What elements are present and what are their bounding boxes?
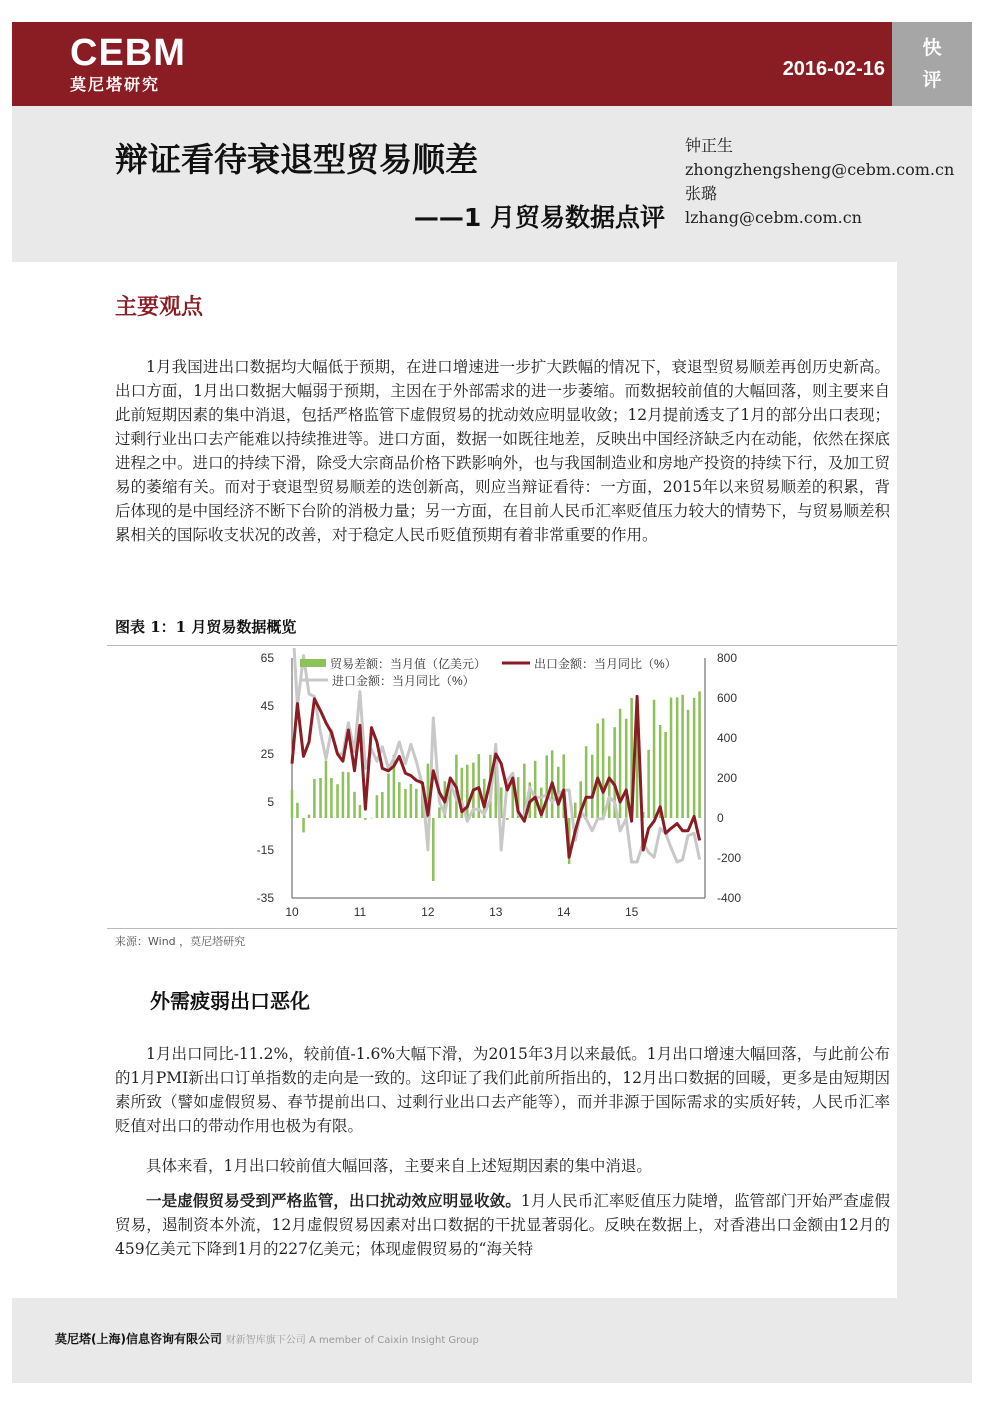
legend-label-export: 出口金额：当月同比（%）	[534, 657, 677, 671]
trade-balance-bar	[545, 755, 548, 818]
trade-balance-bar	[302, 818, 305, 832]
author-email[interactable]: lzhang@cebm.com.cn	[685, 208, 862, 227]
trade-balance-bar	[585, 746, 588, 818]
trade-balance-bar	[404, 789, 407, 818]
legend-label-import: 进口金额：当月同比（%）	[332, 674, 475, 688]
footer-affiliation: 财新智库旗下公司 A member of Caixin Insight Group	[225, 1335, 479, 1346]
trade-balance-bar	[308, 815, 311, 818]
trade-balance-bar	[410, 784, 413, 818]
legend-swatch-trade-balance	[300, 659, 326, 667]
trade-balance-bar	[653, 700, 656, 818]
trade-balance-bar	[602, 718, 605, 818]
trade-balance-bar	[364, 818, 367, 820]
trade-balance-bar	[376, 795, 379, 818]
section-title-exports: 外需疲弱出口恶化	[150, 989, 310, 1013]
trade-balance-bar	[432, 818, 435, 881]
trade-balance-bar	[687, 710, 690, 818]
trade-balance-bar	[438, 807, 441, 818]
author-list	[685, 134, 954, 230]
right-tick-label: -400	[717, 891, 742, 905]
figure-title: 图表 1：1 月贸易数据概览	[115, 618, 297, 636]
report-type-line2: 评	[922, 69, 942, 91]
figure-top-rule	[107, 645, 897, 646]
figure-bottom-rule	[107, 928, 897, 929]
right-margin-band	[897, 262, 972, 1302]
trade-balance-bar	[387, 774, 390, 818]
trade-balance-bar	[336, 784, 339, 818]
trade-balance-bar	[342, 772, 345, 818]
trade-balance-bar	[353, 792, 356, 818]
report-subtitle: ——1 月贸易数据点评	[413, 203, 665, 232]
author-name: 钟正生	[685, 136, 734, 155]
right-tick-label: 600	[717, 691, 738, 705]
trade-chart	[240, 648, 760, 926]
logo-sub-text: 莫尼塔研究	[70, 75, 161, 94]
right-tick-label: 800	[717, 651, 738, 665]
trade-balance-bar	[608, 756, 611, 818]
footer-company: 莫尼塔(上海)信息咨询有限公司	[55, 1332, 222, 1346]
left-tick-label: 25	[260, 747, 274, 761]
right-tick-label: 200	[717, 771, 738, 785]
trade-balance-bar	[296, 803, 299, 818]
left-tick-label: 45	[260, 699, 274, 713]
trade-balance-bar	[381, 792, 384, 818]
figure-source: 来源：Wind ，莫尼塔研究	[115, 935, 246, 948]
trade-balance-bar	[664, 732, 667, 818]
x-tick-label: 14	[557, 905, 571, 919]
x-tick-label: 11	[353, 905, 367, 919]
trade-balance-bar	[291, 790, 294, 818]
footer-text	[55, 1330, 479, 1347]
trade-balance-bar	[591, 755, 594, 818]
exports-paragraph-3-lead: 一是虚假贸易受到严格监管，出口扰动效应明显收敛。	[146, 1191, 521, 1210]
trade-balance-bar	[693, 698, 696, 818]
exports-paragraph-2: 具体来看，1月出口较前值大幅回落，主要来自上述短期因素的集中消退。	[146, 1157, 652, 1175]
trade-balance-bar	[596, 723, 599, 818]
trade-balance-bar	[415, 789, 418, 818]
legend-label-trade-balance: 贸易差额：当月值（亿美元）	[330, 657, 487, 671]
x-tick-label: 13	[489, 905, 503, 919]
right-tick-label: 0	[717, 811, 724, 825]
trade-balance-bar	[347, 772, 350, 818]
company-logo	[70, 32, 186, 95]
exports-paragraph-3	[115, 1189, 890, 1261]
left-tick-label: 5	[267, 795, 274, 809]
trade-balance-bar	[659, 725, 662, 818]
report-type-text	[892, 32, 972, 96]
trade-balance-bar	[647, 750, 650, 818]
x-tick-label: 15	[624, 905, 639, 919]
trade-balance-bar	[370, 818, 373, 819]
x-tick-label: 10	[285, 905, 299, 919]
author-name: 张璐	[685, 184, 718, 203]
trade-balance-bar	[534, 761, 537, 818]
trade-balance-bar	[574, 803, 577, 818]
trade-balance-bar	[330, 778, 333, 818]
trade-balance-bar	[398, 782, 401, 818]
report-title: 辩证看待衰退型贸易顺差	[115, 140, 478, 179]
exports-paragraph-1: 1月出口同比-11.2%，较前值-1.6%大幅下滑，为2015年3月以来最低。1月出口增速大幅回落，与此前公布的1月PMI新出口订单指数的走向是一致的。这印证了我们此前所指出的，12月出口数据的回暖，更多是由短期因素所致（譬如虚假贸易、春节提前出口、过剩行业出口去产能等），而并非源于国际需求的实质好转，人民币汇率贬值对出口的带动作用也极为有限。	[115, 1045, 891, 1135]
trade-balance-bar	[319, 778, 322, 818]
report-type-tag	[892, 22, 972, 106]
trade-balance-bar	[698, 691, 701, 818]
trade-balance-bar	[359, 805, 362, 818]
right-tick-label: -200	[717, 851, 742, 865]
report-date: 2016-02-16	[782, 58, 885, 80]
trade-balance-bar	[325, 761, 328, 818]
trade-balance-bar	[670, 698, 673, 818]
trade-balance-bar	[313, 779, 316, 818]
right-tick-label: 400	[717, 731, 738, 745]
trade-balance-bar	[506, 818, 509, 820]
logo-main-text: CEBM	[70, 32, 186, 74]
author-email[interactable]: zhongzhengsheng@cebm.com.cn	[685, 160, 955, 179]
section-title-main-points: 主要观点	[115, 295, 204, 320]
left-tick-label: -35	[256, 891, 274, 905]
left-tick-label: -15	[256, 843, 274, 857]
x-tick-label: 12	[421, 905, 435, 919]
trade-balance-bar	[466, 765, 469, 818]
report-type-line1: 快	[922, 37, 942, 59]
trade-balance-bar	[676, 697, 679, 818]
main-points-paragraph: 1月我国进出口数据均大幅低于预期，在进口增速进一步扩大跌幅的情况下，衰退型贸易顺差再创历史新高。出口方面，1月出口数据大幅弱于预期，主因在于外部需求的进一步萎缩。而数据较前值的大幅回落，则主要来自此前短期因素的集中消退，包括严格监管下虚假贸易的扰动效应明显收敛；12月提前透支了1月的部分出口表现；过剩行业出口去产能难以持续推进等。进口方面，数据一如既往地差，反映出中国经济缺乏内在动能，依然在探底进程之中。进口的持续下滑，除受大宗商品价格下跌影响外，也与我国制造业和房地产投资的持续下行，及加工贸易的萎缩有关。而对于衰退型贸易顺差的迭创新高，则应当辩证看待：一方面，2015年以来贸易顺差的积累，背后体现的是中国经济不断下台阶的消极力量；另一方面，在目前人民币汇率贬值压力较大的情势下，与贸易顺差积累相关的国际收支状况的改善，对于稳定人民币贬值预期有着非常重要的作用。	[115, 358, 891, 544]
trade-balance-bar	[681, 695, 684, 818]
exports-paragraph-3-body: 1月人民币汇率贬值压力陡增，监管部门开始严查虚假贸易，遏制资本外流，12月虚假贸易因素对出口数据的干扰显著弱化。反映在数据上，对香港出口金额由12月的459亿美元下降到1月的227亿美元；体现虚假贸易的“海关特	[115, 1192, 890, 1258]
left-tick-label: 65	[260, 651, 274, 665]
